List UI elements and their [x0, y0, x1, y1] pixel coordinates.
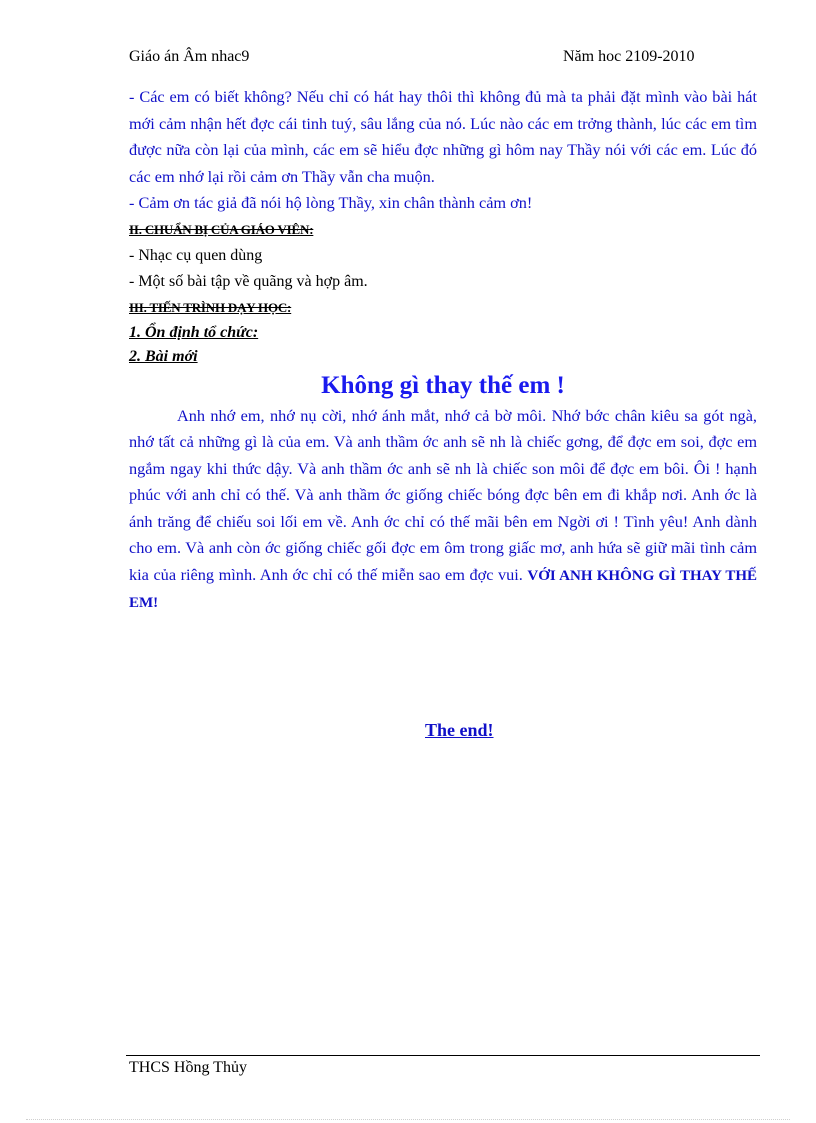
song-lyrics-text: Anh nhớ em, nhớ nụ cời, nhớ ánh mắt, nhớ cả bờ môi. Nhớ bớc chân kiêu sa gót ngà, nhớ tất cả những gì là của em. Và anh thầm ớc anh sẽ nh là chiếc gơng, để đợc em soi, đợc em ngắm ngay khi thức dậy. Và anh thầm ớc anh sẽ nh là chiếc son môi để đợc em bôi. Ôi ! hạnh phúc với anh chỉ có thế. Và anh thầm ớc giống chiếc bóng đợc bên em đi khắp nơi. Anh ớc là ánh trăng để chiếu soi lối em về. Anh ớc chỉ có thế mãi bên em Ngời ơi ! Tình yêu! Anh dành cho em. Và anh còn ớc giống chiếc gối đợc em ôm trong giấc mơ, anh hứa sẽ giữ mãi tình cảm kia của riêng mình. Anh ớc chỉ có thế miễn sao em đợc vui.	[129, 405, 757, 584]
prep-item-2: - Một số bài tập về quãng và hợp âm.	[129, 272, 368, 290]
section-3-heading: III. TIẾN TRÌNH DẠY HỌC:	[129, 299, 292, 315]
document-body	[129, 84, 757, 617]
footer-divider	[126, 1055, 760, 1056]
header-lesson-title: Giáo án Âm nhac9	[129, 48, 250, 65]
song-lyrics	[129, 403, 757, 617]
intro-paragraph-1: - Các em có biết không? Nếu chỉ có hát hay thôi thì không đủ mà ta phải đặt mình vào bài hát mới cảm nhận hết đợc cái tinh tuý, sâu lắng của nó. Lúc nào các em trởng thành, lúc các em tìm được nữa còn lại của mình, các em sẽ hiểu đợc những gì hôm nay Thầy nói với các em. Lúc đó các em nhớ lại rồi cảm ơn Thầy vẫn cha muộn.	[129, 87, 757, 186]
subsection-1: 1. Ổn định tổ chức:	[129, 323, 259, 341]
section-2-heading: II. CHUẨN BỊ CỦA GIÁO VIÊN:	[129, 221, 314, 237]
prep-item-1: - Nhạc cụ quen dùng	[129, 246, 263, 264]
page-bottom-edge	[26, 1119, 790, 1120]
subsection-2: 2. Bài mới	[129, 347, 198, 365]
the-end-label: The end!	[425, 720, 494, 740]
song-title: Không gì thay thế em !	[321, 371, 565, 399]
intro-paragraph-2: - Cảm ơn tác giả đã nói hộ lòng Thầy, xin chân thành cảm ơn!	[129, 193, 533, 212]
footer-school-name: THCS Hồng Thủy	[129, 1059, 247, 1076]
song-closing-line: VỚI ANH KHÔNG GÌ THAY THẾ EM!	[129, 567, 757, 611]
header-school-year: Năm hoc 2109-2010	[563, 48, 695, 65]
